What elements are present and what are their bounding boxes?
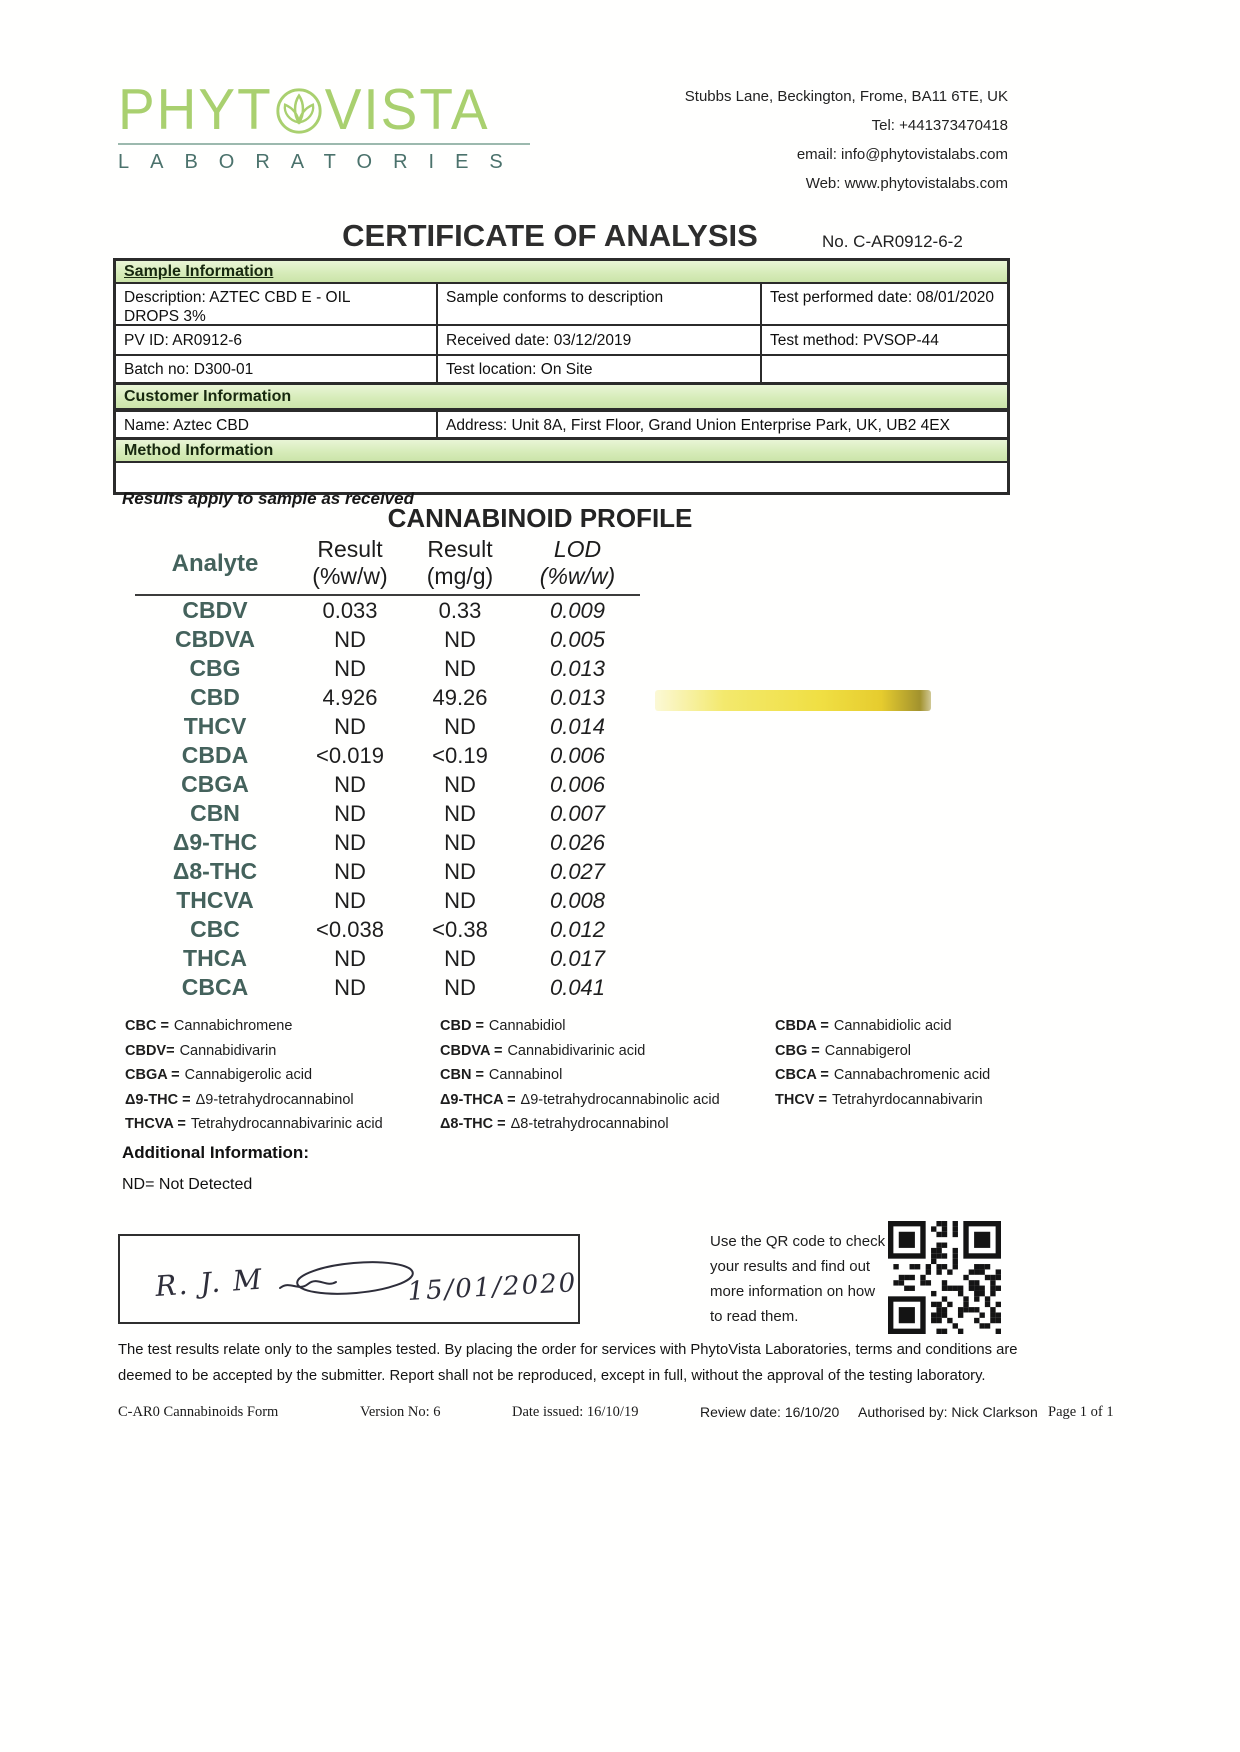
legend-abbr: CBC =: [125, 1018, 169, 1034]
cell-pct: ND: [334, 945, 366, 971]
col-header-analyte: Analyte: [171, 549, 259, 577]
disclaimer-line: The test results relate only to the samples tested. By placing the order for services with PhytoVista Laboratories, terms and conditions are: [118, 1342, 1018, 1358]
legend-definition: Cannabidivarinic acid: [507, 1042, 646, 1059]
nd-note: ND= Not Detected: [122, 1176, 253, 1193]
cell-mg: ND: [444, 626, 476, 652]
legend-abbr: CBD =: [440, 1018, 484, 1034]
cell-analyte: THCA: [183, 945, 247, 971]
lab-email: email: info@phytovistalabs.com: [796, 146, 1008, 163]
certificate-title: CERTIFICATE OF ANALYSIS: [342, 218, 758, 253]
col-header-line: Result: [317, 536, 383, 562]
cell-analyte: CBDVA: [174, 626, 256, 652]
sample-info-heading: [116, 261, 1007, 284]
cell-pct: ND: [334, 626, 366, 652]
customer-address-cell: Address: Unit 8A, First Floor, Grand Union Enterprise Park, UK, UB2 4EX: [446, 416, 950, 434]
legend-definition: Cannabidivarin: [179, 1042, 277, 1059]
legend-abbr: CBDVA =: [440, 1042, 503, 1059]
cell-lod: 0.005: [549, 626, 606, 652]
table-row: [135, 654, 640, 683]
lab-web: Web: www.phytovistalabs.com: [805, 175, 1008, 192]
legend-abbr: CBDV=: [125, 1042, 175, 1059]
cell-analyte: THCVA: [176, 887, 254, 913]
additional-info-heading: Additional Information:: [122, 1143, 309, 1162]
cell-pct: ND: [334, 655, 366, 681]
logo-subtitle: LABORATORIES: [118, 151, 524, 173]
legend-abbr: CBGA =: [125, 1067, 180, 1083]
legend-abbr: CBDA =: [775, 1018, 829, 1034]
col-header-lod: [515, 536, 640, 590]
legend-definition: Δ9-tetrahydrocannabinol: [195, 1091, 354, 1108]
legend-definition: Cannabidiol: [488, 1018, 566, 1034]
legend-definition: Tetrahyrdocannabivarin: [831, 1091, 983, 1108]
legend-definition: Cannabichromene: [173, 1018, 293, 1034]
cannabinoid-rows: [135, 596, 640, 1002]
cell-analyte: CBDA: [181, 742, 249, 768]
method-info-heading: Method Information: [116, 440, 1007, 463]
table-row: [135, 770, 640, 799]
cannabinoid-table: [135, 536, 640, 1002]
cell-pct: ND: [334, 800, 366, 826]
footer-date-issued: Date issued: 16/10/19: [512, 1404, 639, 1420]
col-header-result-mg: [405, 536, 515, 590]
cell-analyte: CBCA: [181, 974, 249, 1000]
legend-definition: Cannabinol: [488, 1067, 563, 1083]
cell-lod: 0.013: [549, 684, 606, 710]
cell-lod: 0.012: [549, 916, 606, 942]
table-row: [135, 944, 640, 973]
lab-address: Stubbs Lane, Beckington, Frome, BA11 6TE, UK: [684, 88, 1008, 105]
legend-column: [775, 1018, 1105, 1141]
lab-contact-block: [588, 82, 1008, 198]
col-header-line: (%w/w): [539, 563, 616, 589]
cell-lod: 0.008: [549, 887, 606, 913]
cell-lod: 0.009: [549, 597, 606, 623]
logo-divider: [118, 143, 530, 145]
cell-analyte: CBGA: [181, 771, 249, 797]
cell-lod: 0.026: [549, 829, 606, 855]
method-info-empty-body: [116, 463, 1007, 492]
qr-caption-line: Use the QR code to check: [710, 1233, 886, 1250]
signature-date: 15/01/2020: [406, 1268, 578, 1307]
pv-id-cell: PV ID: AR0912-6: [116, 326, 438, 356]
table-row: [135, 596, 640, 625]
cell-lod: 0.007: [549, 800, 606, 826]
lotus-leaf-icon: [274, 86, 324, 136]
legend-entry: [440, 1092, 775, 1117]
cannabinoid-table-header: [135, 536, 640, 596]
legend-definition: Δ9-tetrahydrocannabinolic acid: [520, 1091, 720, 1108]
legend-definition: Cannabachromenic acid: [833, 1067, 991, 1083]
footer-authorised-by: Authorised by: Nick Clarkson: [858, 1404, 1038, 1420]
col-header-line: (mg/g): [426, 563, 494, 589]
cell-pct: ND: [334, 829, 366, 855]
cell-mg: <0.38: [432, 916, 488, 942]
col-header-result-pct: [295, 536, 405, 590]
footer-form-name: C-AR0 Cannabinoids Form: [118, 1404, 279, 1420]
legend-definition: Cannabidiolic acid: [833, 1018, 952, 1034]
legend-entry: [125, 1092, 440, 1117]
col-header-line: Result: [427, 536, 493, 562]
table-row: [135, 886, 640, 915]
signature-loop: [296, 1258, 414, 1298]
legend-definition: Cannabigerol: [824, 1042, 911, 1059]
sample-info-heading-label: Sample Information: [124, 262, 274, 280]
table-row: [135, 857, 640, 886]
cell-analyte: CBN: [190, 800, 240, 826]
legend-entry: [125, 1018, 440, 1043]
logo: [118, 76, 534, 174]
cell-analyte: CBG: [189, 655, 241, 681]
cell-pct: ND: [334, 713, 366, 739]
cell-pct: ND: [334, 887, 366, 913]
cell-pct: ND: [334, 771, 366, 797]
lab-tel: Tel: +441373470418: [871, 117, 1008, 134]
cell-lod: 0.014: [549, 713, 606, 739]
logo-wordmark: [118, 76, 534, 142]
cell-pct: 0.033: [322, 597, 378, 623]
cell-mg: 0.33: [438, 597, 482, 623]
logo-text-end: VISTA: [324, 76, 490, 142]
legend-entry: [440, 1018, 775, 1043]
cell-mg: <0.19: [432, 742, 488, 768]
cell-analyte: CBDV: [182, 597, 248, 623]
footer-review-date: Review date: 16/10/20: [700, 1404, 840, 1420]
qr-caption-line: to read them.: [710, 1308, 799, 1325]
cell-pct: ND: [334, 858, 366, 884]
cell-mg: ND: [444, 945, 476, 971]
cell-analyte: THCV: [183, 713, 247, 739]
cell-lod: 0.017: [549, 945, 606, 971]
cell-pct: 4.926: [322, 684, 378, 710]
cell-pct: <0.038: [316, 916, 384, 942]
highlighter-mark: [655, 690, 931, 711]
cell-mg: ND: [444, 655, 476, 681]
cell-mg: ND: [444, 829, 476, 855]
legend-abbr: THCV =: [775, 1091, 827, 1108]
batch-no-cell: Batch no: D300-01: [116, 356, 438, 382]
test-method-cell: Test method: PVSOP-44: [762, 326, 1007, 356]
footer-page: Page 1 of 1: [1048, 1404, 1114, 1420]
qr-code: [888, 1221, 1001, 1334]
cell-lod: 0.041: [549, 974, 606, 1000]
legend-entry: [125, 1067, 440, 1092]
legend-entry: [125, 1043, 440, 1068]
legend-definition: Δ8-tetrahydrocannabinol: [510, 1116, 669, 1132]
sample-info-grid: [116, 284, 1007, 382]
legend-entry: [440, 1043, 775, 1068]
signature-box: [118, 1234, 580, 1324]
table-row: [135, 915, 640, 944]
legend-abbr: THCVA =: [125, 1116, 186, 1132]
customer-info-heading: Customer Information: [116, 385, 1007, 408]
sample-description: Description: AZTEC CBD E - OIL DROPS 3%: [124, 289, 350, 325]
results-note: Results apply to sample as received: [122, 489, 414, 508]
cell-mg: ND: [444, 771, 476, 797]
cell-mg: ND: [444, 974, 476, 1000]
disclaimer-line: deemed to be accepted by the submitter. Report shall not be reproduced, except in full, without the approval of the testing laboratory.: [118, 1368, 986, 1384]
customer-info-heading-bar: [113, 382, 1010, 411]
test-performed-date-cell: Test performed date: 08/01/2020: [762, 284, 1007, 326]
legend-entry: [125, 1116, 440, 1141]
legend-entry: [775, 1092, 1105, 1117]
cell-mg: ND: [444, 800, 476, 826]
disclaimer: [118, 1337, 1018, 1389]
legend-definition: Cannabigerolic acid: [184, 1067, 313, 1083]
cell-lod: 0.006: [549, 771, 606, 797]
legend-column: [125, 1018, 440, 1141]
legend-column: [440, 1018, 775, 1141]
cell-analyte: Δ9-THC: [172, 829, 258, 855]
cell-analyte: CBD: [190, 684, 240, 710]
cell-pct: <0.019: [316, 742, 384, 768]
table-row: [135, 799, 640, 828]
cell-mg: ND: [444, 887, 476, 913]
signature-flourish: [280, 1281, 336, 1288]
footer-version: Version No: 6: [360, 1404, 441, 1420]
legend-abbr: Δ9-THC =: [125, 1091, 191, 1108]
customer-name-cell: Name: Aztec CBD: [116, 412, 438, 438]
legend-entry: [775, 1067, 1105, 1092]
method-info-table: [113, 437, 1010, 495]
table-row: [135, 828, 640, 857]
sample-conforms-cell: Sample conforms to description: [438, 284, 762, 326]
cell-lod: 0.027: [549, 858, 606, 884]
sample-description-cell: [116, 284, 438, 326]
cell-analyte: CBC: [190, 916, 240, 942]
legend-entry: [440, 1067, 775, 1092]
legend-abbr: Δ8-THC =: [440, 1116, 506, 1132]
legend-entry: [775, 1018, 1105, 1043]
cell-lod: 0.013: [549, 655, 606, 681]
legend-abbr: CBCA =: [775, 1067, 829, 1083]
qr-caption-line: more information on how: [710, 1283, 876, 1300]
qr-caption: [710, 1229, 890, 1329]
legend-columns: [125, 1018, 1115, 1141]
received-date-cell: Received date: 03/12/2019: [438, 326, 762, 356]
legend-definition: Tetrahydrocannabivarinic acid: [190, 1116, 383, 1132]
signature-svg: [120, 1236, 578, 1322]
legend-entry: [440, 1116, 775, 1141]
certificate-number: No. C-AR0912-6-2: [822, 232, 963, 251]
logo-text-start: PHYT: [118, 76, 273, 142]
signature-initials: R. J. M: [154, 1262, 265, 1303]
qr-caption-line: your results and find out: [710, 1258, 871, 1275]
table-row: [135, 741, 640, 770]
legend-entry: [775, 1043, 1105, 1068]
legend-abbr: CBN =: [440, 1067, 484, 1083]
table-row: [135, 683, 640, 712]
cell-mg: 49.26: [432, 684, 488, 710]
cell-mg: ND: [444, 858, 476, 884]
sample-info-table: [113, 258, 1010, 385]
table-row: [135, 625, 640, 654]
cell-pct: ND: [334, 974, 366, 1000]
cannabinoid-profile-title: CANNABINOID PROFILE: [387, 503, 693, 533]
legend-abbr: Δ9-THCA =: [440, 1091, 516, 1108]
test-location-cell: Test location: On Site: [438, 356, 762, 382]
cell-lod: 0.006: [549, 742, 606, 768]
table-row: [135, 973, 640, 1002]
legend-abbr: CBG =: [775, 1042, 820, 1059]
col-header-line: LOD: [553, 536, 602, 562]
cell-analyte: Δ8-THC: [172, 858, 258, 884]
table-row: [135, 712, 640, 741]
empty-cell: [762, 356, 1007, 382]
cell-mg: ND: [444, 713, 476, 739]
col-header-line: (%w/w): [312, 563, 388, 589]
